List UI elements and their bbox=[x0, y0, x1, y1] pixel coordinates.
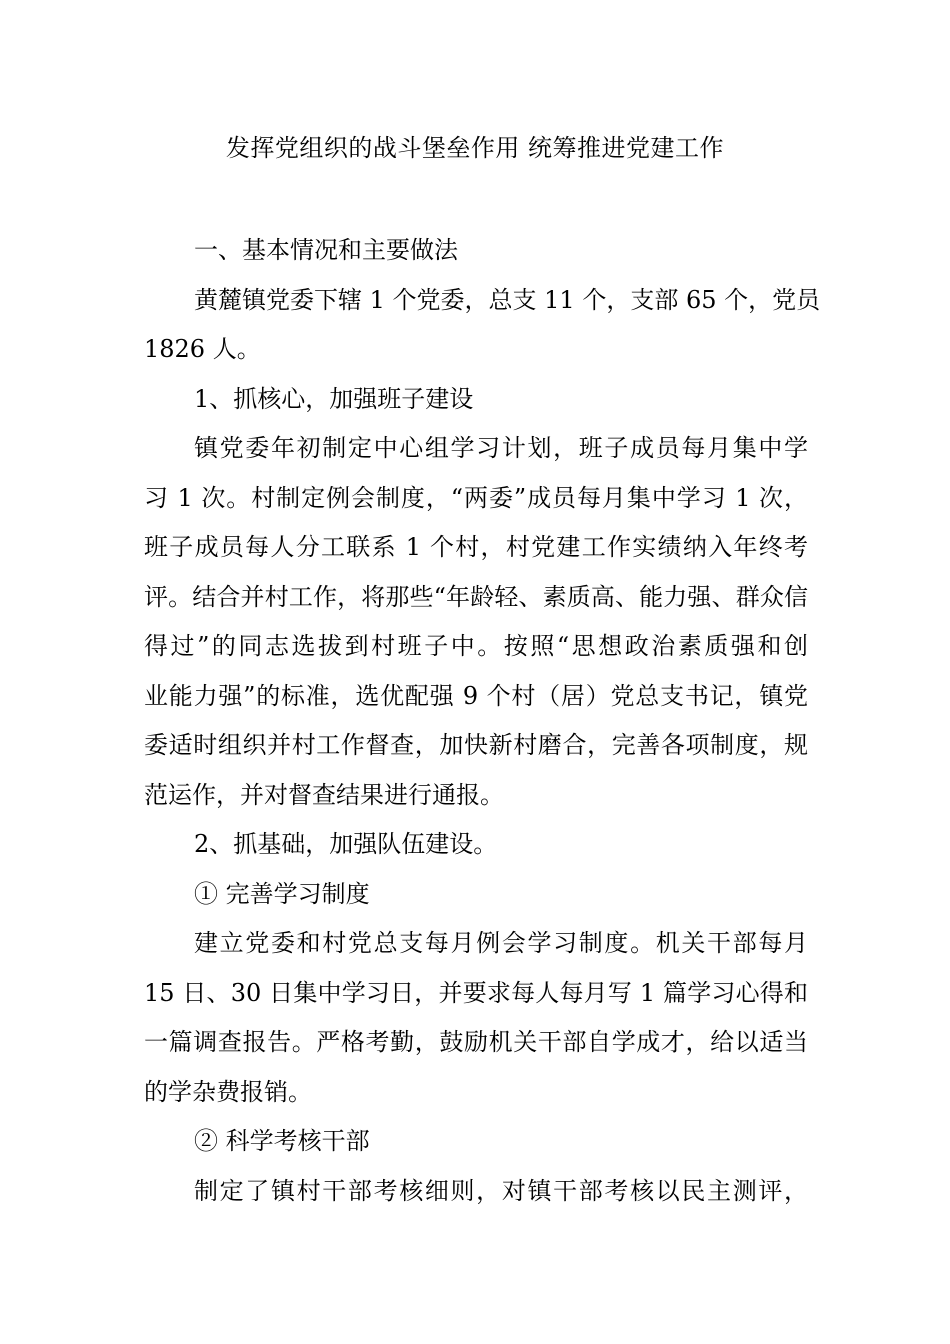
text-line: 1、抓核心，加强班子建设 bbox=[194, 384, 474, 413]
text-line: 的学杂费报销。 bbox=[144, 1077, 312, 1106]
text-line: ① 完善学习制度 bbox=[194, 879, 370, 908]
document-body bbox=[144, 226, 821, 1216]
text-line: 一、基本情况和主要做法 bbox=[194, 236, 458, 264]
text-line: 班子成员每人分工联系 1 个村，村党建工作实绩纳入年终考 bbox=[144, 533, 808, 561]
text-line: 业能力强”的标准，选优配强 9 个村（居）党总支书记，镇党 bbox=[144, 681, 808, 710]
text-line: 得过”的同志选拔到村班子中。按照“思想政治素质强和创 bbox=[144, 632, 808, 660]
text-line: 2、抓基础，加强队伍建设。 bbox=[194, 830, 498, 858]
text-line: ② 科学考核干部 bbox=[194, 1127, 370, 1155]
text-line: 评。结合并村工作，将那些“年龄轻、素质高、能力强、群众信 bbox=[144, 582, 808, 611]
text-line: 习 1 次。村制定例会制度，“两委”成员每月集中学习 1 次， bbox=[144, 483, 808, 512]
text-line: 制定了镇村干部考核细则，对镇干部考核以民主测评， bbox=[194, 1176, 808, 1205]
text-line: 15 日、30 日集中学习日，并要求每人每月写 1 篇学习心得和 bbox=[144, 978, 808, 1007]
text-line: 范运作，并对督查结果进行通报。 bbox=[144, 780, 504, 809]
text-line: 1826 人。 bbox=[144, 335, 261, 363]
text-line: 镇党委年初制定中心组学习计划，班子成员每月集中学 bbox=[194, 434, 808, 462]
text-line: 黄麓镇党委下辖 1 个党委，总支 11 个，支部 65 个，党员 bbox=[194, 285, 821, 314]
text-line: 委适时组织并村工作督查，加快新村磨合，完善各项制度，规 bbox=[144, 731, 808, 759]
text-line: 一篇调查报告。严格考勤，鼓励机关干部自学成才，给以适当 bbox=[144, 1028, 808, 1056]
text-line: 建立党委和村党总支每月例会学习制度。机关干部每月 bbox=[194, 929, 808, 957]
document-title: 发挥党组织的战斗堡垒作用 统筹推进党建工作 bbox=[225, 134, 725, 162]
